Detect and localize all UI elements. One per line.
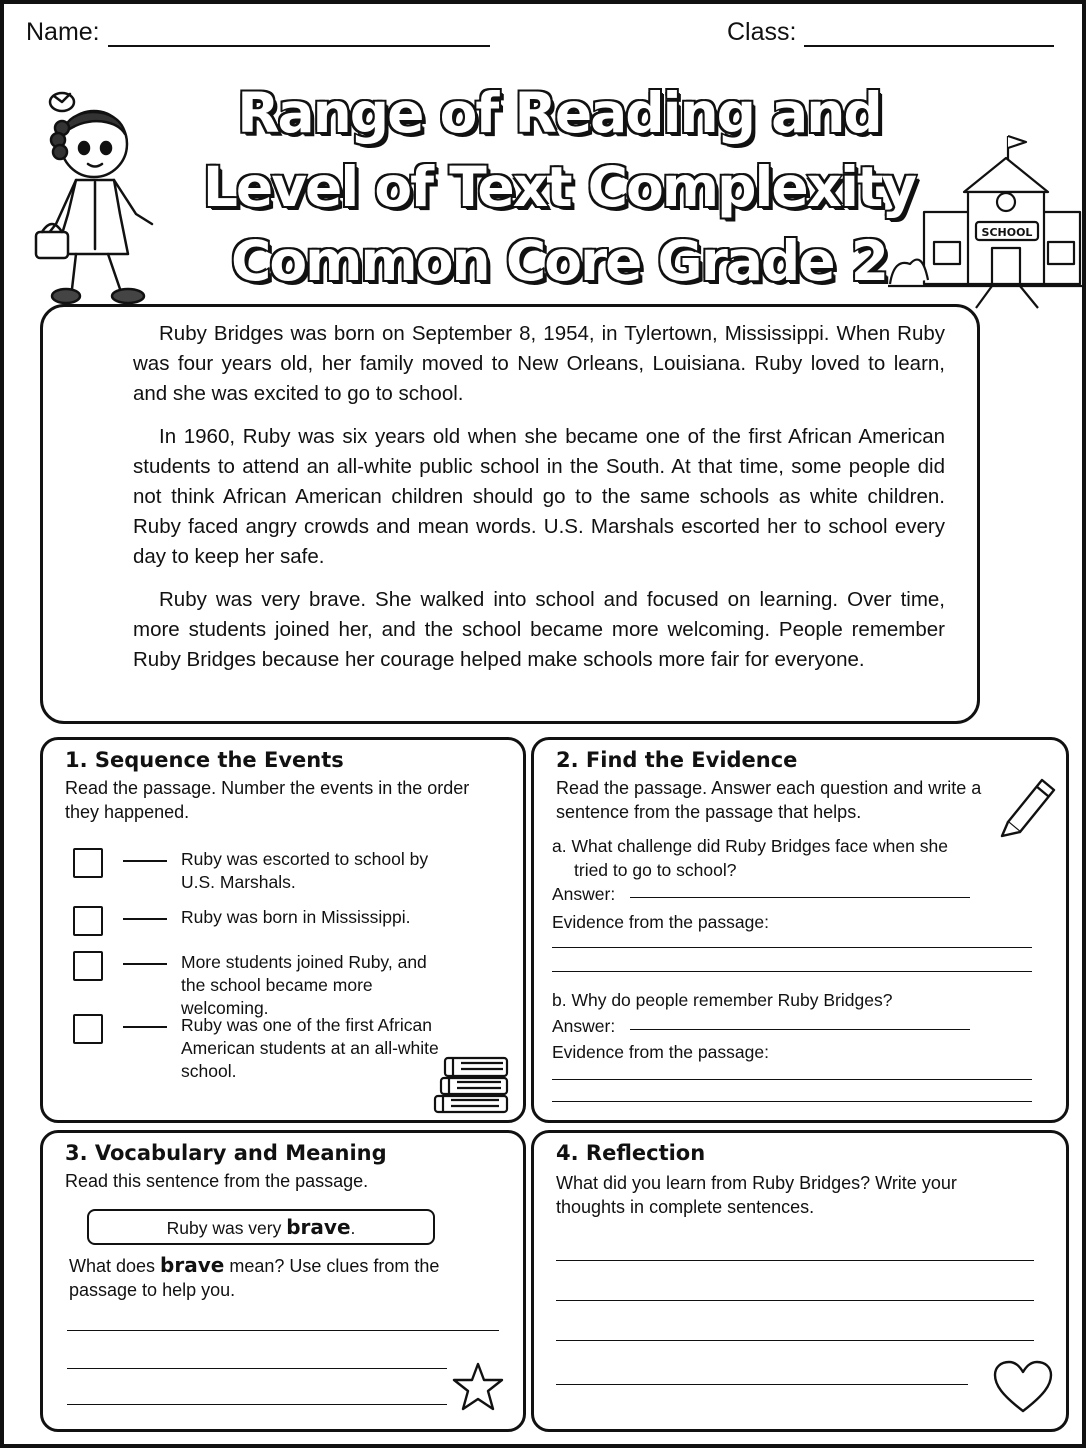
- answer-line[interactable]: [556, 1259, 1034, 1261]
- vocab-sentence-start: Ruby was very: [166, 1218, 287, 1238]
- name-field[interactable]: [26, 18, 490, 47]
- evidence-line[interactable]: [552, 1100, 1032, 1102]
- class-line[interactable]: [804, 21, 1054, 47]
- reflection-section: [531, 1130, 1069, 1432]
- event-item: [73, 1014, 453, 1083]
- event-text: Ruby was one of the first African American students at an all-white school.: [181, 1015, 439, 1081]
- section-title: 1. Sequence the Events: [65, 748, 344, 772]
- answer-line[interactable]: [556, 1299, 1034, 1301]
- event-text: Ruby was born in Mississippi.: [181, 907, 411, 927]
- sequence-events-section: [40, 737, 526, 1123]
- answer-line[interactable]: [556, 1383, 968, 1385]
- event-checkbox[interactable]: [73, 848, 103, 878]
- answer-line[interactable]: [556, 1339, 1034, 1341]
- name-line[interactable]: [108, 21, 490, 47]
- section-title: 2. Find the Evidence: [556, 748, 798, 772]
- answer-line[interactable]: [630, 896, 970, 898]
- event-number-blank[interactable]: [123, 1014, 167, 1028]
- question-b: b. Why do people remember Ruby Bridges?: [552, 990, 893, 1010]
- student-girl-illustration: [28, 84, 168, 324]
- answer-line[interactable]: [630, 1028, 970, 1030]
- passage-paragraph: Ruby was very brave. She walked into school and focused on learning. Over time, more students joined her, and the school became more welcoming. People remember Ruby Bridges because her courage helped make schools more fair for everyone.: [133, 588, 945, 671]
- vocab-question-end: mean? Use clues from the passage to help you.: [69, 1256, 440, 1300]
- answer-line[interactable]: [67, 1403, 447, 1405]
- find-evidence-section: [531, 737, 1069, 1123]
- section-instructions: What did you learn from Ruby Bridges? Write your thoughts in complete sentences.: [556, 1173, 957, 1217]
- question-a: a. What challenge did Ruby Bridges face when she tried to go to school?: [552, 836, 948, 880]
- school-building-illustration: [888, 130, 1084, 310]
- section-title: 3. Vocabulary and Meaning: [65, 1141, 387, 1165]
- class-field[interactable]: [727, 18, 1054, 47]
- answer-label: Answer:: [552, 884, 616, 904]
- section-instructions: Read this sentence from the passage.: [65, 1171, 369, 1191]
- event-item: [73, 906, 453, 936]
- section-instructions: Read the passage. Answer each question and write a sentence from the passage that helps.: [556, 778, 982, 822]
- books-icon: [431, 1050, 513, 1116]
- evidence-label: Evidence from the passage:: [552, 1042, 769, 1062]
- school-sign-label: SCHOOL: [981, 226, 1033, 239]
- event-text: More students joined Ruby, and the school became more welcoming.: [181, 952, 427, 1018]
- evidence-line[interactable]: [552, 1078, 1032, 1080]
- worksheet-title: Range of Reading and Level of Text Complexity Common Core Grade 2: [202, 81, 916, 293]
- evidence-label: Evidence from the passage:: [552, 912, 769, 932]
- class-label: Class:: [727, 18, 797, 46]
- vocab-question: [69, 1253, 469, 1302]
- event-number-blank[interactable]: [123, 951, 167, 965]
- event-checkbox[interactable]: [73, 1014, 103, 1044]
- vocabulary-section: [40, 1130, 526, 1432]
- reading-passage: [40, 304, 980, 724]
- evidence-line[interactable]: [552, 946, 1032, 948]
- star-icon: [451, 1361, 505, 1413]
- event-text: Ruby was escorted to school by U.S. Marshals.: [181, 849, 429, 892]
- vocab-word: brave: [286, 1215, 351, 1239]
- section-instructions: Read the passage. Number the events in the order they happened.: [65, 778, 470, 822]
- vocab-sentence-end: .: [350, 1218, 356, 1238]
- name-label: Name:: [26, 18, 100, 46]
- answer-line[interactable]: [67, 1367, 447, 1369]
- pencil-icon: [996, 772, 1058, 838]
- passage-paragraph: Ruby Bridges was born on September 8, 1954, in Tylertown, Mississippi. When Ruby was four years old, her family moved to New Orleans, Louisiana. Ruby loved to learn, and she was excited to go to school.: [133, 322, 945, 405]
- event-item: [73, 848, 453, 894]
- heart-icon: [992, 1359, 1054, 1415]
- event-checkbox[interactable]: [73, 906, 103, 936]
- event-number-blank[interactable]: [123, 906, 167, 920]
- event-number-blank[interactable]: [123, 848, 167, 862]
- vocab-sentence-box: [87, 1209, 435, 1245]
- vocab-question-word: brave: [160, 1253, 225, 1277]
- answer-label: Answer:: [552, 1016, 616, 1036]
- evidence-line[interactable]: [552, 970, 1032, 972]
- vocab-question-start: What does: [69, 1256, 161, 1276]
- event-checkbox[interactable]: [73, 951, 103, 981]
- event-item: [73, 951, 453, 1020]
- answer-line[interactable]: [67, 1329, 499, 1331]
- section-title: 4. Reflection: [556, 1141, 706, 1165]
- passage-paragraph: In 1960, Ruby was six years old when she became one of the first African American students to attend an all-white public school in the South. At that time, some people did not think African American children should go to the same schools as white children. Ruby faced angry crowds and mean words. U.S. Marshals escorted her to school every day to keep her safe.: [133, 425, 945, 568]
